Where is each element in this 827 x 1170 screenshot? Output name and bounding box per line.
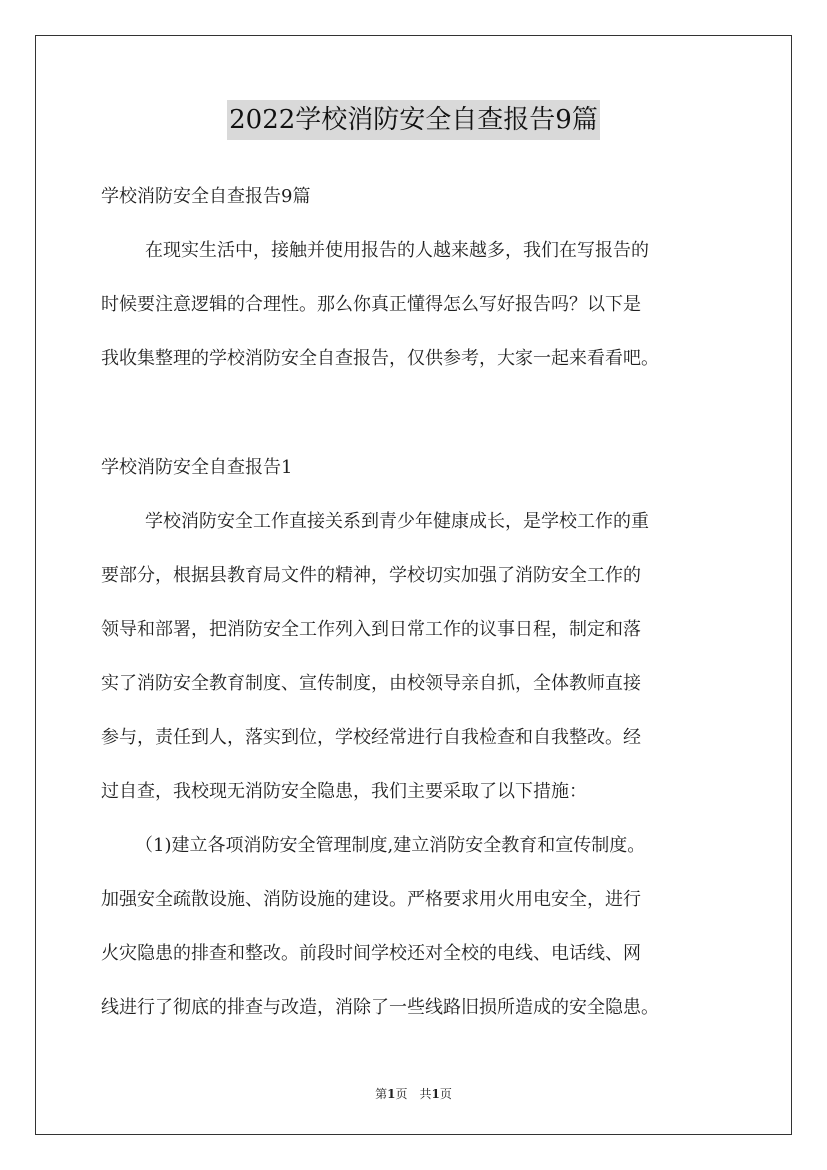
section-line-3: 领导和部署，把消防安全工作列入到日常工作的议事日程，制定和落 [101, 619, 641, 640]
section-line-5: 参与，责任到人，落实到位，学校经常进行自我检查和自我整改。经 [101, 727, 641, 748]
section-line-2: 要部分，根据县教育局文件的精神，学校切实加强了消防安全工作的 [101, 565, 641, 586]
section-line-1: 学校消防安全工作直接关系到青少年健康成长，是学校工作的重 [145, 511, 649, 532]
measure-line-1: （1)建立各项消防安全管理制度,建立消防安全教育和宣传制度。 [135, 835, 646, 856]
document-subtitle: 学校消防安全自查报告9篇 [101, 186, 311, 207]
title-container [0, 100, 827, 140]
measure-line-4: 线进行了彻底的排查与改造，消除了一些线路旧损所造成的安全隐患。 [101, 997, 659, 1018]
intro-line-1: 在现实生活中，接触并使用报告的人越来越多，我们在写报告的 [145, 240, 649, 261]
intro-line-3: 我收集整理的学校消防安全自查报告，仅供参考，大家一起来看看吧。 [101, 348, 659, 369]
section-line-6: 过自查，我校现无消防安全隐患，我们主要采取了以下措施： [101, 781, 587, 802]
page-footer [0, 1085, 827, 1102]
footer-page-suffix: 页 [439, 1087, 452, 1101]
measure-line-2: 加强安全疏散设施、消防设施的建设。严格要求用火用电安全，进行 [101, 889, 641, 910]
section-heading: 学校消防安全自查报告1 [101, 457, 293, 478]
document-title: 2022学校消防安全自查报告9篇 [227, 100, 600, 140]
section-line-4: 实了消防安全教育制度、宣传制度，由校领导亲自抓，全体教师直接 [101, 673, 641, 694]
intro-line-2: 时候要注意逻辑的合理性。那么你真正懂得怎么写好报告吗？以下是 [101, 294, 641, 315]
footer-page-mid: 页 共 [395, 1087, 432, 1101]
measure-line-3: 火灾隐患的排查和整改。前段时间学校还对全校的电线、电话线、网 [101, 943, 641, 964]
footer-page-number: 1 [387, 1087, 396, 1101]
footer-page-prefix: 第 [375, 1087, 388, 1101]
footer-page-total: 1 [431, 1087, 440, 1101]
